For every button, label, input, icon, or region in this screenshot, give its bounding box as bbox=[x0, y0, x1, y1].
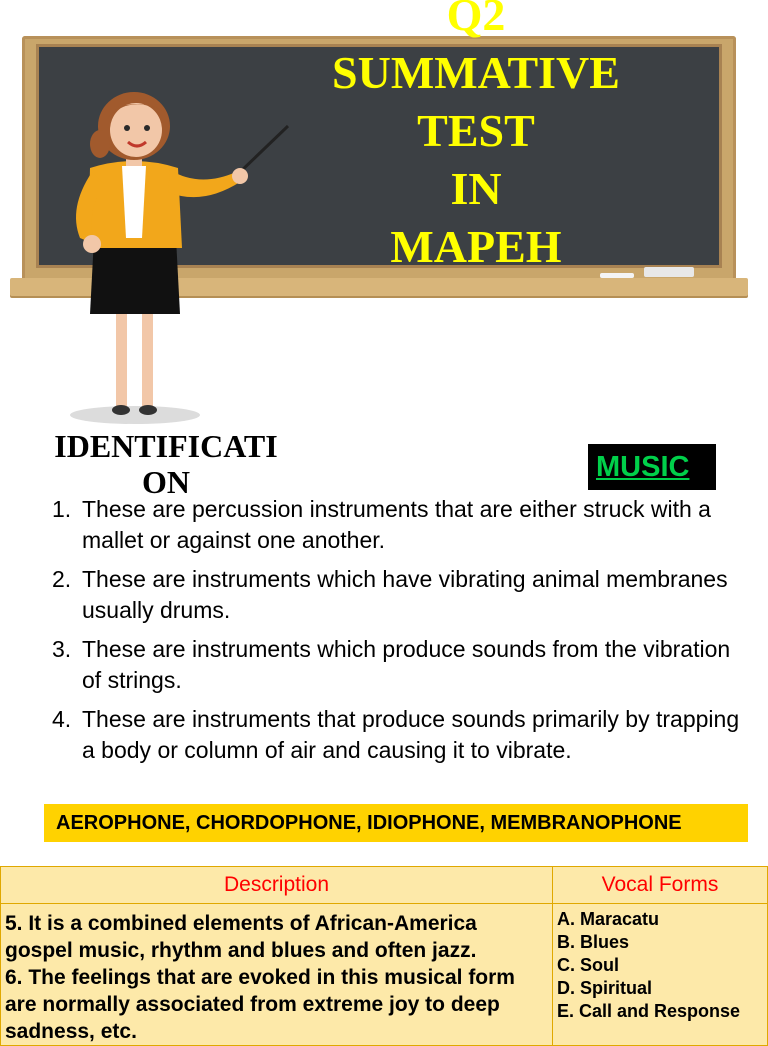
header-description: Description bbox=[1, 867, 553, 904]
question-item bbox=[44, 494, 748, 556]
answer-choices-text: AEROPHONE, CHORDOPHONE, IDIOPHONE, MEMBRANOPHONE bbox=[56, 812, 682, 834]
slide-title bbox=[300, 0, 652, 276]
table-header-row bbox=[1, 867, 768, 904]
question-text: These are percussion instruments that are either struck with a mallet or against one another. bbox=[82, 496, 711, 553]
vocal-form-option: C. Soul bbox=[557, 955, 619, 975]
matching-table bbox=[0, 866, 768, 1046]
description-item: 5. It is a combined elements of African-America gospel music, rhythm and blues and often jazz. bbox=[5, 912, 477, 962]
title-line-q2: Q2 bbox=[446, 0, 506, 40]
question-item bbox=[44, 704, 748, 766]
vocal-form-option: E. Call and Response bbox=[557, 1001, 741, 1021]
vocal-form-option: D. Spiritual bbox=[557, 978, 653, 998]
title-line-in: IN bbox=[450, 163, 502, 214]
section-heading bbox=[36, 428, 296, 500]
question-list bbox=[44, 494, 748, 774]
vocal-form-option: B. Blues bbox=[557, 932, 630, 952]
question-text: These are instruments which produce sounds from the vibration of strings. bbox=[82, 636, 731, 693]
vocal-form-option: A. Maracatu bbox=[557, 909, 660, 929]
description-cell bbox=[1, 904, 553, 1046]
question-item bbox=[44, 634, 748, 696]
vocal-forms-cell bbox=[553, 904, 768, 1046]
section-heading-line-2: ON bbox=[142, 464, 190, 500]
answer-choices-bar bbox=[44, 804, 748, 842]
question-text: These are instruments that produce sounds primarily by trapping a body or column of air and causing it to vibrate. bbox=[82, 706, 740, 763]
subject-badge-label: MUSIC bbox=[596, 450, 690, 483]
title-line-summative: SUMMATIVE bbox=[332, 47, 620, 98]
question-item bbox=[44, 564, 748, 626]
subject-badge bbox=[588, 444, 716, 490]
description-item: 6. The feelings that are evoked in this musical form are normally associated from extreme joy to deep sadness, etc. bbox=[5, 966, 515, 1043]
question-text: These are instruments which have vibrating animal membranes usually drums. bbox=[82, 566, 728, 623]
question-number: 4. bbox=[52, 706, 72, 732]
question-number: 1. bbox=[52, 496, 72, 522]
section-heading-line-1: IDENTIFICATI bbox=[54, 428, 278, 464]
header-vocal-forms: Vocal Forms bbox=[553, 867, 768, 904]
question-number: 2. bbox=[52, 566, 72, 592]
title-line-test: TEST bbox=[417, 105, 535, 156]
teacher-illustration bbox=[50, 88, 300, 428]
question-number: 3. bbox=[52, 636, 72, 662]
title-line-mapeh: MAPEH bbox=[390, 221, 562, 272]
table-row bbox=[1, 904, 768, 1046]
